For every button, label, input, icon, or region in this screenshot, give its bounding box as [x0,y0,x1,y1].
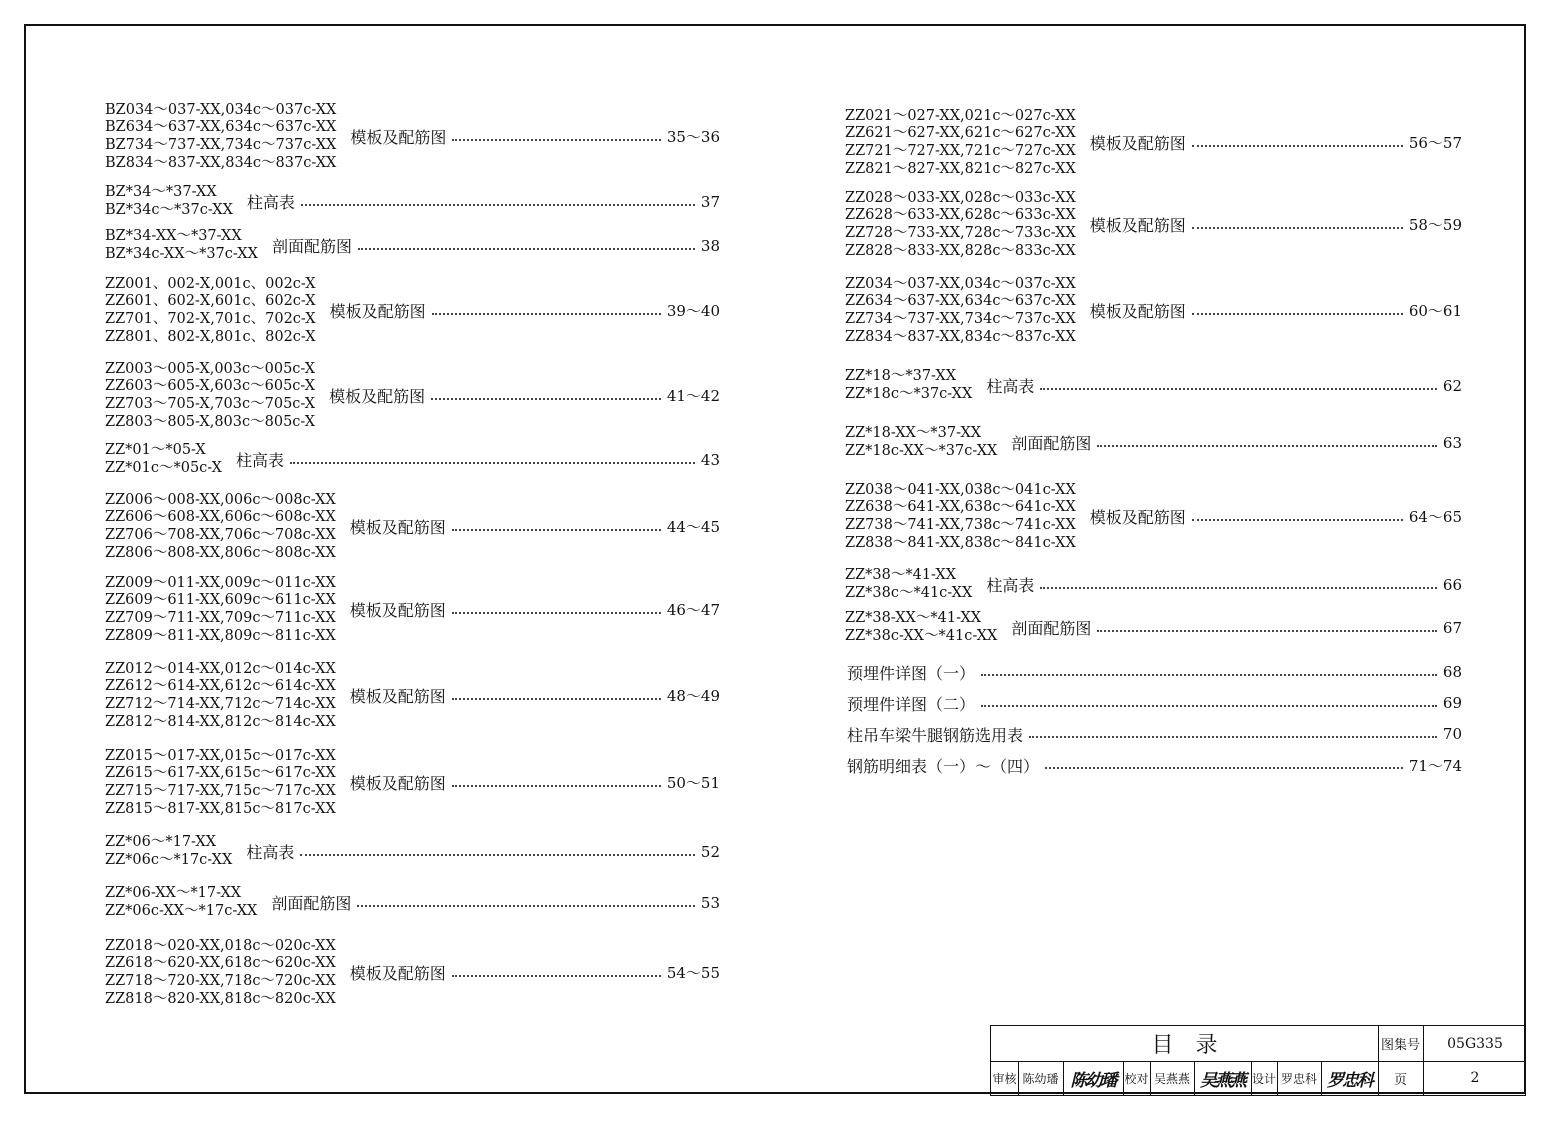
code-line: ZZ738～741-XX,738c～741c-XX [845,516,1076,533]
entry-codes [845,567,972,602]
review-label: 审核 [992,1071,1017,1086]
entry-page: 71～74 [1408,756,1462,775]
entry-title: 剖面配筋图 [1011,434,1092,454]
code-line: ZZ803～805-X,803c～805c-X [105,413,316,430]
code-line: ZZ*18-XX～*37-XX [845,425,982,442]
entry-page: 64～65 [1408,508,1462,527]
entry-codes [105,361,315,431]
entry-codes [105,575,336,645]
entry-title: 模板及配筋图 [349,774,446,794]
code-line: ZZ801、802-X,801c、802c-X [105,328,316,345]
title-block [990,1025,1526,1096]
design-name: 罗忠科 [1280,1071,1317,1086]
code-line: ZZ638～641-XX,638c～641c-XX [845,499,1076,516]
entry-title: 模板及配筋图 [1089,134,1186,154]
code-line: ZZ634～637-XX,634c～637c-XX [845,293,1076,310]
toc-entry [845,482,1462,552]
dot-leader [431,398,661,400]
code-line: ZZ009～011-XX,009c～011c-XX [105,574,336,591]
review-name: 陈幼璠 [1022,1071,1059,1086]
entry-title: 预埋件详图（二） [847,694,976,714]
code-line: ZZ*38c-XX～*41c-XX [845,627,998,644]
entry-title: 剖面配筋图 [1011,619,1092,639]
entry-codes [105,102,336,172]
code-line: ZZ*01c～*05c-X [105,459,222,476]
code-line: BZ834～837-XX,834c～837c-XX [105,154,337,171]
entry-title: 模板及配筋图 [350,128,447,148]
toc-entry [105,228,720,263]
toc-entry [847,662,1462,682]
dot-leader [452,529,661,531]
code-line: ZZ628～633-XX,628c～633c-XX [845,207,1076,224]
entry-page: 41～42 [666,387,720,406]
code-line: ZZ706～708-XX,706c～708c-XX [105,526,336,543]
entry-title: 柱高表 [236,451,285,471]
dot-leader [1192,145,1403,147]
entry-page: 60～61 [1408,302,1462,321]
toc-entry [847,724,1462,744]
entry-title: 柱高表 [246,843,295,863]
dot-leader [1040,388,1437,390]
entry-page: 63 [1442,433,1462,452]
entry-page: 58～59 [1408,216,1462,235]
toc-entry [847,693,1462,713]
code-line: BZ*34～*37-XX [105,184,217,201]
toc-entry [845,368,1462,403]
dot-leader [452,785,661,787]
entry-page: 39～40 [666,302,720,321]
code-line: ZZ*18～*37-XX [845,368,957,385]
entry-page: 44～45 [666,518,720,537]
code-line: ZZ734～737-XX,734c～737c-XX [845,310,1076,327]
code-line: ZZ703～705-X,703c～705c-X [105,395,316,412]
entry-page: 54～55 [666,964,720,983]
entry-codes [105,885,257,920]
entry-title: 模板及配筋图 [1089,508,1186,528]
code-line: ZZ715～717-XX,715c～717c-XX [105,782,336,799]
code-line: ZZ621～627-XX,621c～627c-XX [845,125,1076,142]
dot-leader [1029,736,1437,738]
code-line: ZZ821～827-XX,821c～827c-XX [845,160,1076,177]
entry-page: 68 [1442,663,1462,681]
code-line: ZZ709～711-XX,709c～711c-XX [105,609,336,626]
entry-page: 67 [1442,618,1462,637]
code-line: ZZ006～008-XX,006c～008c-XX [105,491,336,508]
code-line: ZZ806～808-XX,806c～808c-XX [105,544,336,561]
code-line: ZZ*06c～*17c-XX [105,851,233,868]
entry-title: 柱高表 [246,193,295,213]
design-signature: 罗忠科 [1327,1070,1372,1091]
code-line: ZZ812～814-XX,812c～814c-XX [105,713,336,730]
code-line: ZZ*38c～*41c-XX [845,584,973,601]
check-name: 吴燕燕 [1153,1071,1190,1086]
dot-leader [452,975,661,977]
page-label: 页 [1393,1072,1407,1088]
code-line: ZZ618～620-XX,618c～620c-XX [105,955,336,972]
dot-leader [1097,630,1437,632]
entry-title: 模板及配筋图 [329,302,426,322]
toc-entry [845,425,1462,460]
dot-leader [1192,227,1403,229]
entry-title: 柱高表 [986,377,1035,397]
toc-entry [845,190,1462,260]
code-line: ZZ003～005-X,003c～005c-X [105,360,316,377]
dot-leader [358,248,695,250]
code-line: ZZ038～041-XX,038c～041c-XX [845,481,1076,498]
entry-page: 70 [1442,725,1462,743]
entry-page: 69 [1442,694,1462,712]
code-line: ZZ718～720-XX,718c～720c-XX [105,972,336,989]
code-line: ZZ609～611-XX,609c～611c-XX [105,592,336,609]
entry-title: 剖面配筋图 [271,894,352,914]
code-line: ZZ712～714-XX,712c～714c-XX [105,695,336,712]
check-label: 校对 [1124,1071,1149,1086]
toc-entry [845,108,1462,178]
dot-leader [981,674,1437,676]
dot-leader [1097,445,1437,447]
toc-entry [105,442,720,477]
dot-leader [1192,313,1403,315]
toc-entry [105,885,720,920]
code-line: ZZ834～837-XX,834c～837c-XX [845,328,1076,345]
dot-leader [452,698,661,700]
dot-leader [301,204,695,206]
entry-title: 模板及配筋图 [1089,302,1186,322]
code-line: ZZ615～617-XX,615c～617c-XX [105,765,336,782]
entry-title: 模板及配筋图 [349,687,446,707]
code-line: BZ634～637-XX,634c～637c-XX [105,119,337,136]
code-line: BZ*34c～*37c-XX [105,201,233,218]
review-signature: 陈幼璠 [1070,1070,1116,1091]
page-value: 2 [1470,1070,1480,1086]
entry-codes [105,184,233,219]
entry-codes [105,228,258,263]
dot-leader [1045,767,1403,769]
code-line: ZZ809～811-XX,809c～811c-XX [105,627,336,644]
toc-entry [105,938,720,1008]
code-line: ZZ*06c-XX～*17c-XX [105,902,258,919]
code-line: ZZ818～820-XX,818c～820c-XX [105,990,336,1007]
toc-entry [845,276,1462,346]
entry-title: 钢筋明细表（一）～（四） [847,756,1040,776]
entry-page: 35～36 [666,128,720,147]
entry-title: 模板及配筋图 [349,601,446,621]
code-line: ZZ701、702-X,701c、702c-X [105,310,316,327]
code-line: ZZ728～733-XX,728c～733c-XX [845,224,1076,241]
entry-title: 剖面配筋图 [271,237,352,257]
code-line: ZZ015～017-XX,015c～017c-XX [105,747,336,764]
entry-codes [105,276,316,346]
entry-page: 37 [700,192,720,211]
code-line: ZZ012～014-XX,012c～014c-XX [105,660,336,677]
code-line: ZZ*01～*05-X [105,442,206,459]
dot-leader [432,313,661,315]
entry-codes [845,368,972,403]
code-line: ZZ606～608-XX,606c～608c-XX [105,509,336,526]
toc-entry [847,755,1462,775]
entry-title: 模板及配筋图 [329,387,426,407]
entry-codes [105,442,222,477]
toc-entry [105,661,720,731]
entry-codes [845,425,997,460]
code-line: ZZ*18c-XX～*37c-XX [845,442,998,459]
entry-title: 柱高表 [986,576,1035,596]
entry-codes [845,190,1076,260]
entry-page: 46～47 [666,601,720,620]
entry-page: 62 [1442,376,1462,395]
code-line: ZZ603～605-X,603c～605c-X [105,378,316,395]
code-line: ZZ828～833-XX,828c～833c-XX [845,242,1076,259]
entry-codes [105,938,336,1008]
dot-leader [357,905,695,907]
code-line: BZ734～737-XX,734c～737c-XX [105,136,337,153]
dot-leader [452,139,660,141]
entry-codes [105,748,336,818]
entry-codes [845,482,1076,552]
code-line: ZZ*38-XX～*41-XX [845,610,982,627]
code-line: ZZ001、002-X,001c、002c-X [105,275,316,292]
entry-codes [105,834,232,869]
code-line: BZ*34c-XX～*37c-XX [105,245,258,262]
code-line: ZZ*18c～*37c-XX [845,385,973,402]
design-label: 设计 [1251,1071,1276,1086]
entry-title: 模板及配筋图 [349,964,446,984]
entry-title: 模板及配筋图 [1089,216,1186,236]
code-line: ZZ028～033-XX,028c～033c-XX [845,189,1076,206]
dot-leader [300,854,695,856]
toc-entry [105,276,720,346]
entry-codes [845,276,1076,346]
entry-codes [105,661,336,731]
toc-entry [845,567,1462,602]
code-line: ZZ*38～*41-XX [845,567,957,584]
entry-page: 38 [700,236,720,255]
code-line: BZ*34-XX～*37-XX [105,228,242,245]
code-line: ZZ612～614-XX,612c～614c-XX [105,678,336,695]
entry-title: 柱吊车梁牛腿钢筋选用表 [847,725,1024,745]
doc-title: 目 录 [1151,1033,1218,1058]
code-line: ZZ721～727-XX,721c～727c-XX [845,142,1076,159]
entry-codes [845,108,1076,178]
toc-entry [845,610,1462,645]
entry-page: 56～57 [1408,134,1462,153]
code-line: ZZ034～037-XX,034c～037c-XX [845,275,1076,292]
toc-entry [105,492,720,562]
toc-entry [105,361,720,431]
toc-entry [105,834,720,869]
toc-entry [105,184,720,219]
code-line: ZZ018～020-XX,018c～020c-XX [105,937,336,954]
entry-page: 48～49 [666,687,720,706]
entry-page: 43 [700,450,720,469]
entry-page: 53 [700,893,720,912]
code-line: ZZ601、602-X,601c、602c-X [105,293,316,310]
toc-entry [105,102,720,172]
code-line: BZ034～037-XX,034c～037c-XX [105,101,337,118]
entry-codes [105,492,336,562]
toc-entry [105,748,720,818]
entry-title: 预埋件详图（一） [847,663,976,683]
dot-leader [981,705,1437,707]
code-line: ZZ021～027-XX,021c～027c-XX [845,107,1076,124]
dot-leader [452,612,661,614]
code-line: ZZ815～817-XX,815c～817c-XX [105,800,336,817]
entry-page: 52 [700,842,720,861]
entry-page: 66 [1442,575,1462,594]
code-line: ZZ*06～*17-XX [105,834,217,851]
set-label: 图集号 [1380,1038,1420,1053]
entry-title: 模板及配筋图 [349,518,446,538]
code-line: ZZ*06-XX～*17-XX [105,885,242,902]
check-signature: 吴燕燕 [1200,1070,1245,1091]
set-value: 05G335 [1447,1035,1503,1052]
entry-page: 50～51 [666,774,720,793]
entry-codes [845,610,997,645]
code-line: ZZ838～841-XX,838c～841c-XX [845,534,1076,551]
dot-leader [1040,587,1437,589]
toc-entry [105,575,720,645]
dot-leader [290,462,695,464]
dot-leader [1192,519,1403,521]
